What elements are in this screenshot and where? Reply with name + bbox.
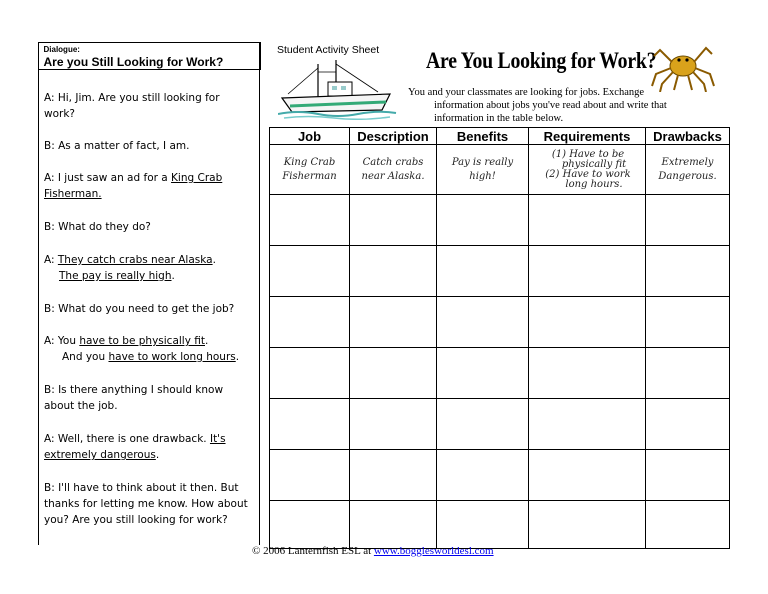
blank-cell[interactable]	[529, 246, 646, 297]
header-requirements: Requirements	[529, 128, 646, 145]
cell-text: long hours.	[565, 178, 623, 190]
blank-cell[interactable]	[350, 450, 437, 501]
instructions-line: You and your classmates are looking for jobs. Exchange	[408, 87, 645, 98]
dialogue-line-2	[44, 138, 258, 154]
line-text: about the job.	[44, 400, 118, 412]
example-job	[270, 145, 350, 195]
blank-cell[interactable]	[350, 246, 437, 297]
blank-row	[270, 399, 730, 450]
cell-text: Catch crabs	[362, 156, 424, 168]
dialogue-label: Dialogue:	[43, 45, 80, 54]
header-job: Job	[270, 128, 350, 145]
line-text: B: I'll have to think about it then. But	[44, 482, 239, 494]
blank-cell[interactable]	[529, 297, 646, 348]
blank-cell[interactable]	[646, 501, 730, 549]
line-text: you? Are you still looking for work?	[44, 514, 228, 526]
blank-cell[interactable]	[646, 246, 730, 297]
dialogue-title: Are you Still Looking for Work?	[43, 55, 224, 69]
blank-cell[interactable]	[270, 348, 350, 399]
blank-row	[270, 297, 730, 348]
blank-cell[interactable]	[529, 450, 646, 501]
dialogue-line-6	[44, 301, 258, 317]
line-text: A:	[44, 254, 58, 266]
blank-cell[interactable]	[529, 399, 646, 450]
blank-cell[interactable]	[350, 195, 437, 246]
page-title: Are You Looking for Work?	[426, 48, 657, 73]
header-drawbacks: Drawbacks	[646, 128, 730, 145]
cell-text: high!	[469, 170, 496, 182]
blank-cell[interactable]	[350, 399, 437, 450]
instructions-line: information about jobs you've read about and write that	[434, 100, 667, 111]
underlined-text: It's	[209, 433, 226, 445]
instructions	[408, 86, 708, 125]
blank-cell[interactable]	[437, 399, 529, 450]
blank-cell[interactable]	[270, 195, 350, 246]
underlined-text: have to work long hours	[108, 351, 236, 363]
dialogue-line-8	[44, 382, 258, 414]
blank-row	[270, 195, 730, 246]
blank-cell[interactable]	[646, 195, 730, 246]
blank-cell[interactable]	[437, 450, 529, 501]
blank-row	[270, 501, 730, 549]
sheet-label: Student Activity Sheet	[277, 44, 380, 56]
instructions-line: information in the table below.	[434, 113, 564, 124]
footer	[252, 545, 494, 557]
blank-cell[interactable]	[437, 348, 529, 399]
underlined-text: King Crab	[171, 172, 223, 184]
dialogue-header	[38, 42, 261, 70]
blank-cell[interactable]	[270, 501, 350, 549]
line-text: B: Is there anything I should know	[44, 384, 224, 396]
example-requirements	[529, 145, 646, 195]
cell-text: King Crab	[283, 156, 336, 168]
line-text: work?	[44, 108, 75, 120]
line-text: B: As a matter of fact, I am.	[44, 140, 190, 152]
underlined-text: have to be physically fit	[79, 335, 205, 347]
header-benefits: Benefits	[437, 128, 529, 145]
example-benefits	[437, 145, 529, 195]
blank-cell[interactable]	[270, 450, 350, 501]
dialogue-line-9	[44, 431, 258, 463]
blank-row	[270, 348, 730, 399]
underlined-text: Fisherman.	[44, 188, 102, 200]
cell-text: physically fit	[561, 158, 627, 170]
blank-cell[interactable]	[529, 348, 646, 399]
line-text: .	[155, 449, 160, 461]
blank-cell[interactable]	[437, 246, 529, 297]
blank-cell[interactable]	[437, 195, 529, 246]
line-text: B: What do you need to get the job?	[44, 303, 235, 315]
example-drawbacks	[646, 145, 730, 195]
cell-text: Dangerous.	[658, 170, 717, 182]
blank-cell[interactable]	[270, 246, 350, 297]
cell-text: Pay is really	[451, 156, 514, 168]
line-text: A: You	[44, 335, 80, 347]
line-text: .	[205, 335, 209, 347]
blank-cell[interactable]	[350, 348, 437, 399]
line-text: A: Well, there is one drawback.	[44, 433, 210, 445]
blank-cell[interactable]	[270, 297, 350, 348]
fishing-boat-illustration	[278, 58, 398, 120]
dialogue-line-10	[44, 480, 258, 528]
blank-cell[interactable]	[646, 399, 730, 450]
dialogue-panel	[38, 42, 260, 545]
line-text: .	[235, 351, 240, 363]
blank-row	[270, 450, 730, 501]
underlined-text: extremely dangerous	[44, 449, 156, 461]
blank-cell[interactable]	[350, 501, 437, 549]
king-crab-illustration	[650, 40, 716, 92]
blank-cell[interactable]	[646, 450, 730, 501]
blank-cell[interactable]	[437, 501, 529, 549]
header-description: Description	[350, 128, 437, 145]
example-description	[350, 145, 437, 195]
blank-cell[interactable]	[646, 348, 730, 399]
cell-text: (2) Have to work	[545, 168, 631, 180]
line-text: .	[171, 270, 175, 282]
dialogue-line-3	[44, 170, 258, 202]
cell-text: near Alaska.	[361, 170, 425, 182]
blank-cell[interactable]	[646, 297, 730, 348]
blank-cell[interactable]	[529, 195, 646, 246]
dialogue-line-1	[44, 90, 258, 122]
underlined-text: The pay is really high	[59, 270, 172, 282]
blank-row	[270, 246, 730, 297]
dialogue-line-7	[44, 333, 258, 365]
underlined-text: They catch crabs near Alaska	[57, 254, 213, 266]
line-text: A: I just saw an ad for a	[44, 172, 172, 184]
cell-text: Fisherman	[282, 170, 337, 182]
line-text: B: What do they do?	[44, 221, 151, 233]
blank-cell[interactable]	[437, 297, 529, 348]
line-text: A: Hi, Jim. Are you still looking for	[44, 92, 220, 104]
line-text: And you	[62, 351, 109, 363]
blank-cell[interactable]	[350, 297, 437, 348]
line-text: .	[212, 254, 216, 266]
cell-text: (1) Have to be	[551, 148, 625, 160]
dialogue-line-4	[44, 219, 258, 235]
example-row	[270, 145, 730, 195]
copyright-text: © 2006 Lanternfish ESL at	[252, 545, 374, 557]
jobs-table	[269, 127, 730, 549]
line-text: thanks for letting me know. How about	[44, 498, 248, 510]
dialogue-line-5	[44, 252, 258, 284]
website-link[interactable]: www.bogglesworldesl.com	[373, 545, 494, 557]
blank-cell[interactable]	[529, 501, 646, 549]
table-header-row	[270, 128, 730, 145]
cell-text: Extremely	[661, 156, 714, 168]
blank-cell[interactable]	[270, 399, 350, 450]
